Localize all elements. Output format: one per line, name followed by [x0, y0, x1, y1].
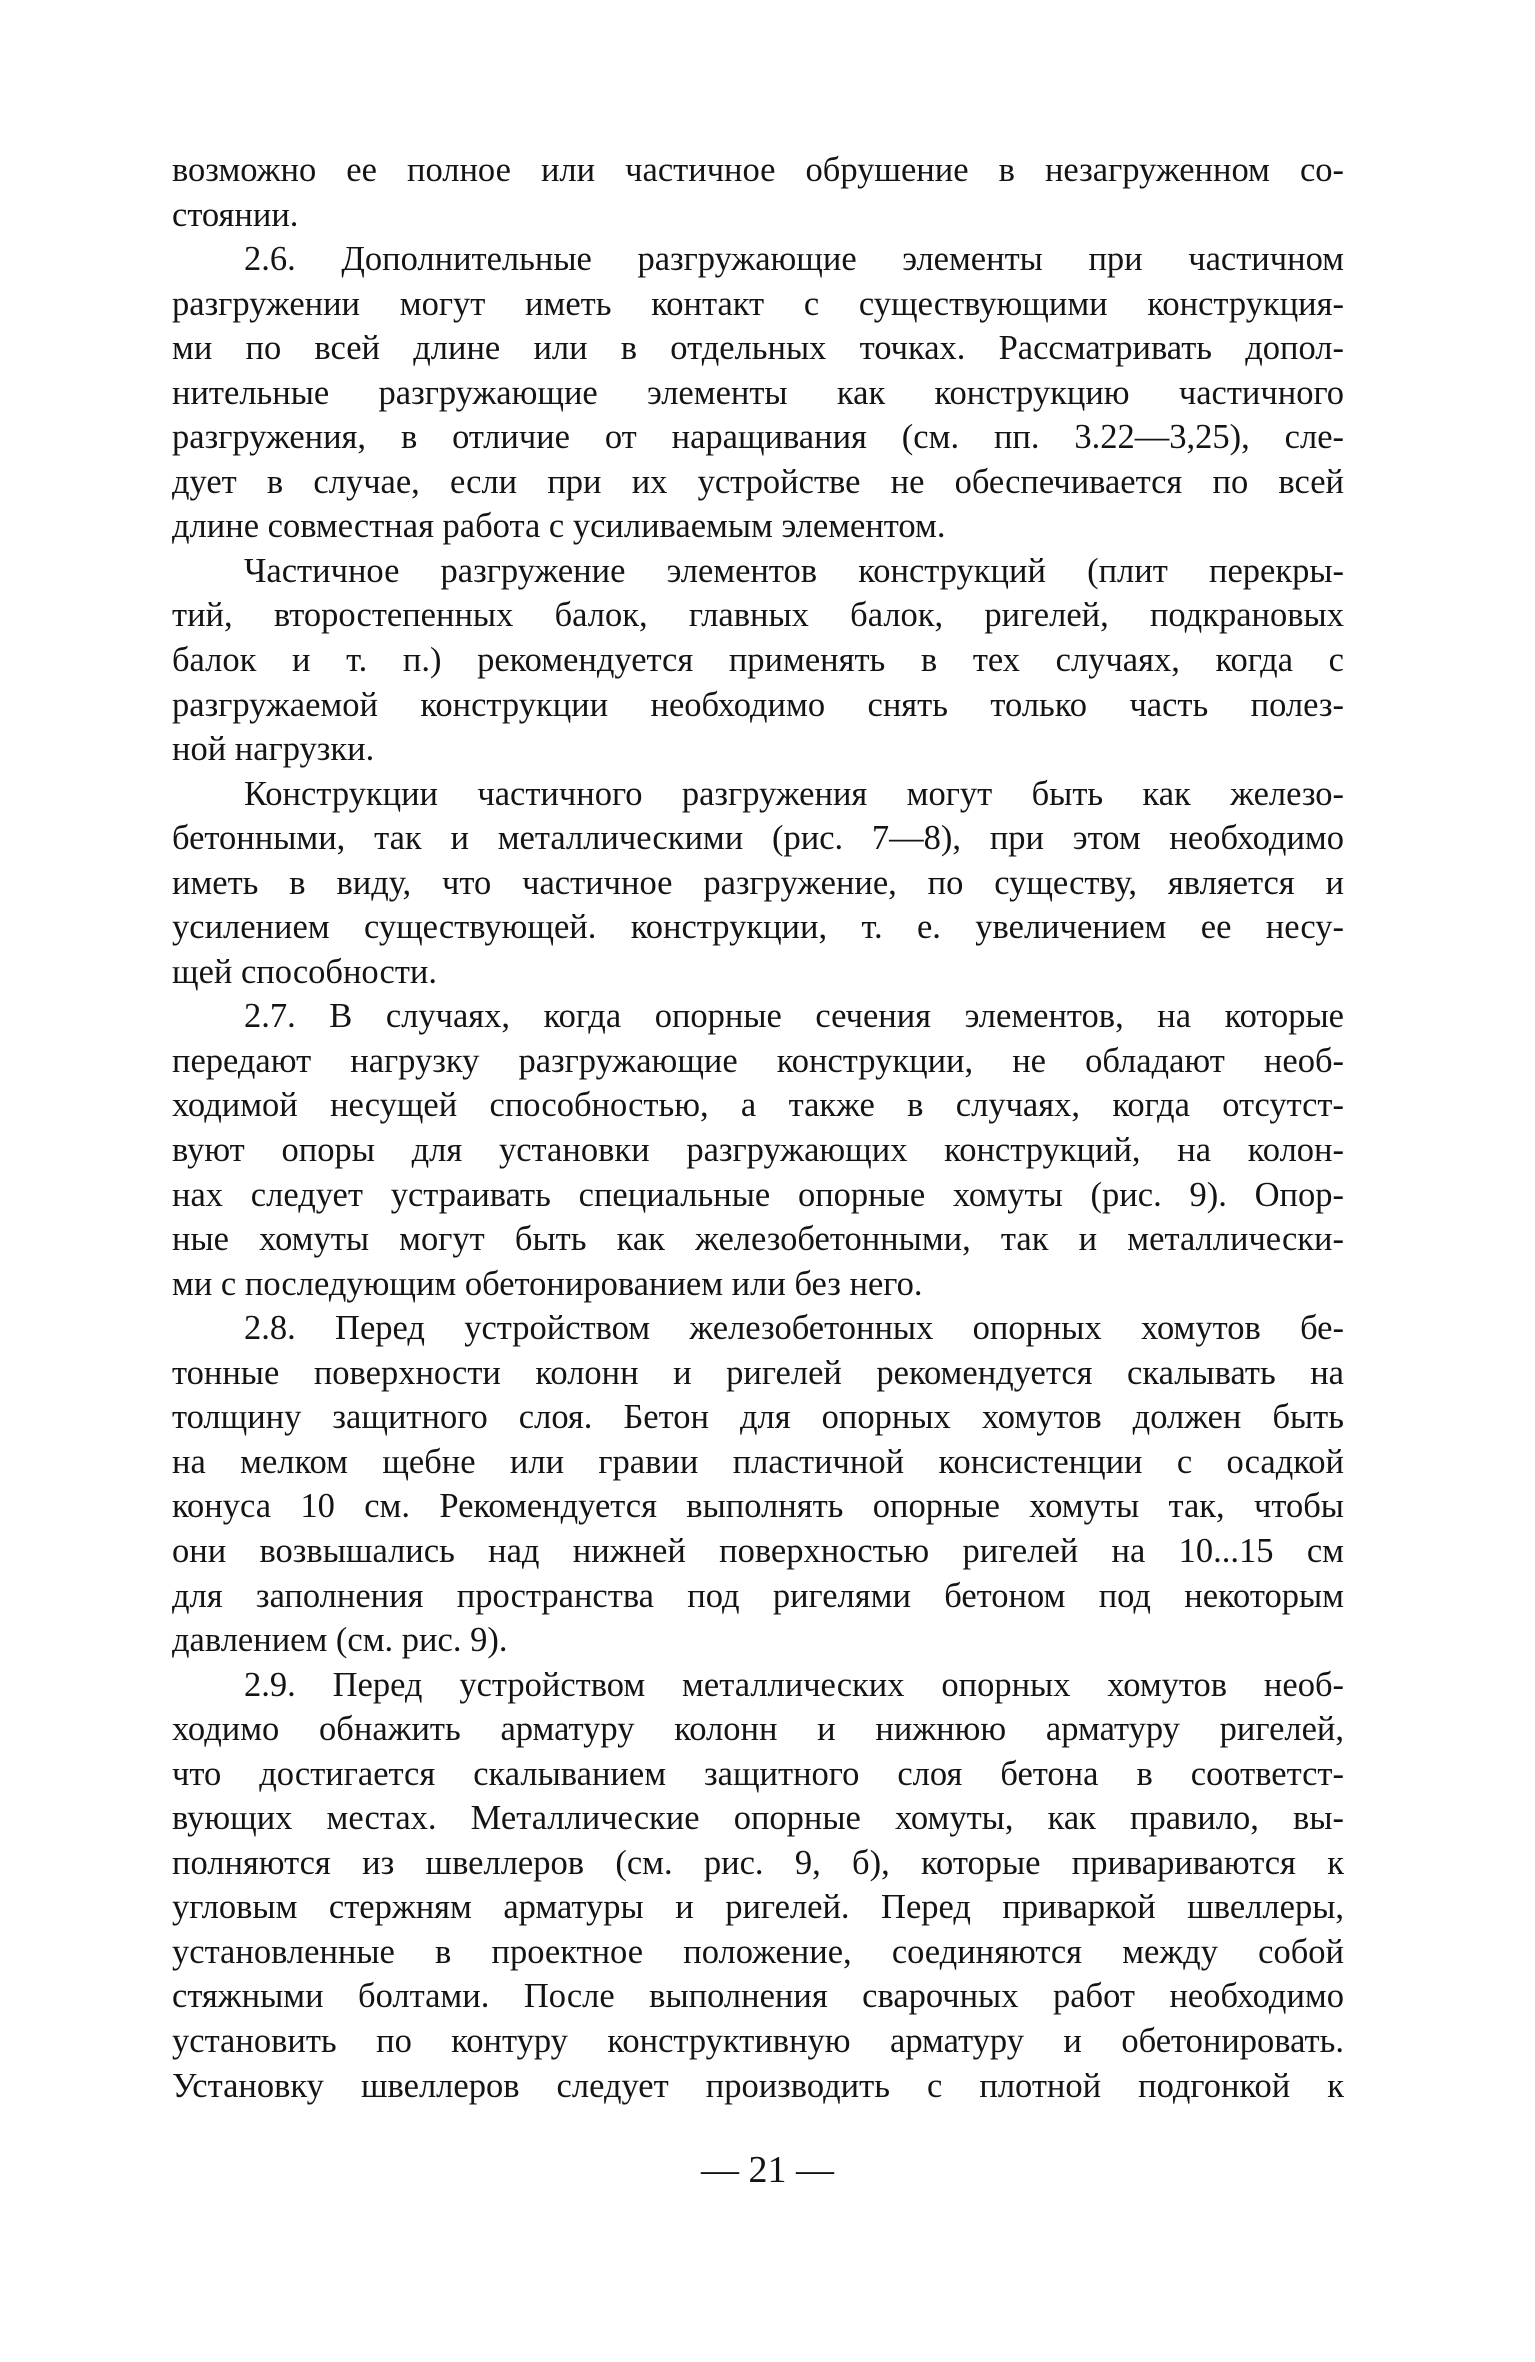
text-line: Частичное разгружение элементов конструкций (плит перекры-: [244, 551, 1344, 590]
text-line: стоянии.: [172, 195, 299, 234]
text-line: тонные поверхности колонн и ригелей рекомендуется скалывать на: [172, 1353, 1344, 1392]
text-line: ной нагрузки.: [172, 730, 375, 769]
text-line: полняются из швеллеров (см. рис. 9, б), которые привариваются к: [172, 1843, 1344, 1882]
text-line: что достигается скалыванием защитного слоя бетона в соответст-: [172, 1754, 1344, 1793]
text-line: стяжными болтами. После выполнения сварочных работ необходимо: [172, 1977, 1344, 2016]
text-line: вуют опоры для установки разгружающих конструкций, на колон-: [172, 1131, 1344, 1170]
text-line: ходимой несущей способностью, а также в случаях, когда отсутст-: [172, 1086, 1344, 1125]
text-line: ходимо обнажить арматуру колонн и нижнюю арматуру ригелей,: [172, 1710, 1344, 1749]
text-line: бетонными, так и металлическими (рис. 7—8), при этом необходимо: [172, 819, 1344, 858]
text-line: 2.8. Перед устройством железобетонных опорных хомутов бе-: [244, 1309, 1344, 1348]
text-line: 2.7. В случаях, когда опорные сечения элементов, на которые: [244, 997, 1344, 1036]
text-line: усилением существующей. конструкции, т. е. увеличением ее несу-: [172, 908, 1344, 947]
text-line: Установку швеллеров следует производить с плотной подгонкой к: [172, 2066, 1344, 2105]
text-line: Конструкции частичного разгружения могут быть как железо-: [244, 774, 1344, 813]
text-line: дует в случае, если при их устройстве не обеспечивается по всей: [172, 462, 1344, 501]
text-line: щей способности.: [172, 952, 438, 991]
text-line: разгружаемой конструкции необходимо снять только часть полез-: [172, 685, 1344, 724]
text-line: они возвышались над нижней поверхностью ригелей на 10...15 см: [172, 1531, 1344, 1570]
text-line: ми с последующим обетонированием или без него.: [172, 1264, 923, 1303]
text-line: установленные в проектное положение, соединяются между собой: [172, 1932, 1344, 1971]
text-line: ные хомуты могут быть как железобетонными, так и металлически-: [172, 1220, 1344, 1259]
text-line: тий, второстепенных балок, главных балок, ригелей, подкрановых: [172, 596, 1344, 635]
page-number: — 21 —: [701, 2149, 834, 2191]
text-line: разгружении могут иметь контакт с существующими конструкция-: [172, 284, 1344, 323]
text-line: на мелком щебне или гравии пластичной консистенции с осадкой: [172, 1442, 1344, 1481]
text-line: нах следует устраивать специальные опорные хомуты (рис. 9). Опор-: [172, 1175, 1344, 1214]
text-line: угловым стержням арматуры и ригелей. Перед приваркой швеллеры,: [172, 1888, 1344, 1927]
text-line: толщину защитного слоя. Бетон для опорных хомутов должен быть: [172, 1398, 1344, 1437]
text-line: балок и т. п.) рекомендуется применять в тех случаях, когда с: [172, 641, 1344, 680]
document-page: [172, 148, 1344, 2108]
text-line: вующих местах. Металлические опорные хомуты, как правило, вы-: [172, 1799, 1344, 1838]
text-line: нительные разгружающие элементы как конструкцию частичного: [172, 373, 1344, 412]
text-line: разгружения, в отличие от наращивания (см. пп. 3.22—3,25), сле-: [172, 418, 1344, 457]
text-line: для заполнения пространства под ригелями бетоном под некоторым: [172, 1576, 1344, 1615]
text-line: иметь в виду, что частичное разгружение, по существу, является и: [172, 863, 1344, 902]
text-line: передают нагрузку разгружающие конструкции, не обладают необ-: [172, 1041, 1344, 1080]
text-line: установить по контуру конструктивную арматуру и обетонировать.: [172, 2021, 1344, 2060]
text-line: ми по всей длине или в отдельных точках. Рассматривать допол-: [172, 329, 1344, 368]
text-line: конуса 10 см. Рекомендуется выполнять опорные хомуты так, чтобы: [172, 1487, 1344, 1526]
text-line: длине совместная работа с усиливаемым элементом.: [172, 507, 946, 546]
text-line: давлением (см. рис. 9).: [172, 1621, 508, 1660]
text-line: 2.9. Перед устройством металлических опорных хомутов необ-: [244, 1665, 1344, 1704]
text-line: возможно ее полное или частичное обрушение в незагруженном со-: [172, 151, 1344, 189]
text-line: 2.6. Дополнительные разгружающие элементы при частичном: [244, 240, 1344, 279]
